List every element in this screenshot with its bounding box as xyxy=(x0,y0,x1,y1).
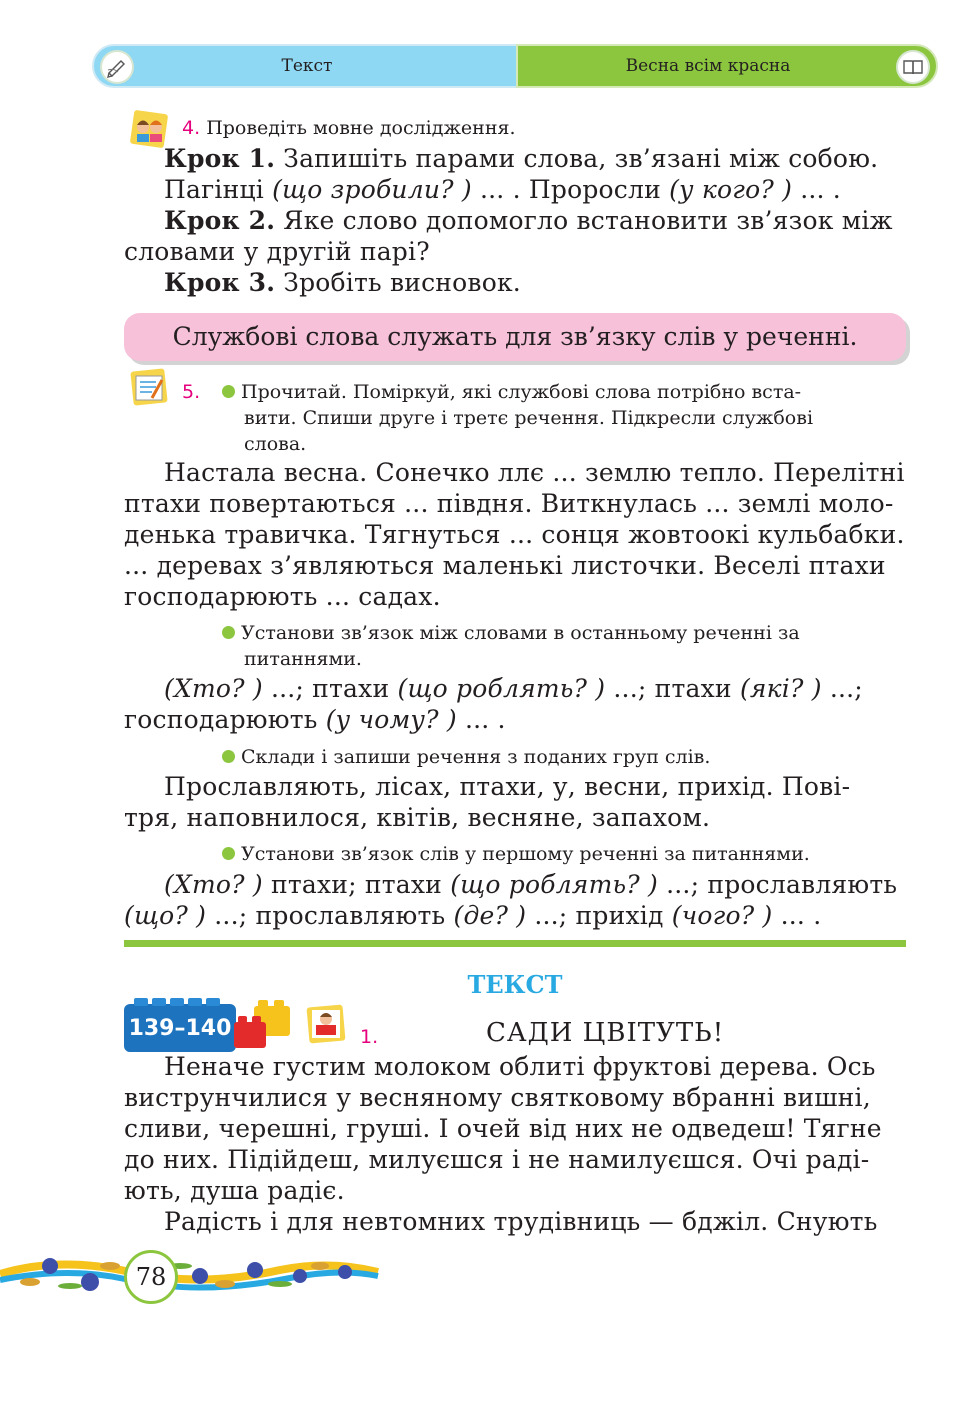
q1-b: ...; птахи xyxy=(262,674,398,703)
task5-instr2-l2: питаннями. xyxy=(244,648,362,670)
book-icon xyxy=(896,50,930,84)
reading-icon xyxy=(302,1004,352,1048)
story-p2-l1: Радість і для невтомних трудівниць — бджіл. Снують xyxy=(164,1207,878,1236)
q1-f: ...; xyxy=(821,674,863,703)
bullet-icon xyxy=(222,847,235,860)
task5-r1 xyxy=(164,869,897,900)
task5-text-l1: Настала весна. Сонечко ллє ... землю тепло. Перелітні xyxy=(164,458,905,487)
header-left-title: Текст xyxy=(281,56,333,76)
story-p1-l1: Неначе густим молоком облиті фруктові дерева. Ось xyxy=(164,1052,876,1081)
task5-r2 xyxy=(124,900,821,931)
r1-c: (що роблять? ) xyxy=(450,870,658,899)
bullet-icon xyxy=(222,385,235,398)
step3-text: Зробіть висновок. xyxy=(275,268,521,297)
bullet-icon xyxy=(222,626,235,639)
task4-intro: Проведіть мовне дослідження. xyxy=(206,117,516,139)
task5-instr4 xyxy=(222,841,810,867)
story-p1-l4: до них. Підійдеш, милуєшся і не намилуєшся. Очі раді- xyxy=(124,1145,870,1174)
step1-label: Крок 1. xyxy=(164,144,276,173)
task5-q2 xyxy=(124,704,506,735)
r1-a: (Хто? ) xyxy=(164,870,263,899)
story-title: САДИ ЦВІТУТЬ! xyxy=(486,1018,725,1048)
toy-bricks-icon xyxy=(232,1000,300,1052)
instr2-text: Установи зв’язок між словами в останньому реченні за xyxy=(241,622,800,644)
writing-icon xyxy=(126,368,170,408)
rule-box xyxy=(124,313,906,361)
task5-instr1-l2: вити. Спиши друге і третє речення. Підкресли службові xyxy=(244,407,814,429)
lesson-badge xyxy=(124,1004,236,1052)
header-right-tab xyxy=(516,44,938,88)
q1-d: ...; птахи xyxy=(605,674,740,703)
header-right-title: Весна всім красна xyxy=(625,56,791,76)
step1-text: Запишіть парами слова, зв’язані між собою. xyxy=(275,144,879,173)
l2-text-c: ... . xyxy=(792,175,841,204)
story-p1-l3: сливи, черешні, груші. І очей від них не одведеш! Тягне xyxy=(124,1114,882,1143)
page-header xyxy=(92,44,938,88)
q2-c: ... . xyxy=(456,705,506,734)
l2-text-a: Пагінці xyxy=(164,175,273,204)
r2-d: ...; прихід xyxy=(526,901,672,930)
section-title: ТЕКСТ xyxy=(467,970,563,999)
task4-step1 xyxy=(164,143,878,174)
task4-heading xyxy=(182,115,516,141)
task5-instr1-l3: слова. xyxy=(244,433,307,455)
task5-number: 5. xyxy=(182,381,201,403)
r2-b: ...; прославляють xyxy=(206,901,454,930)
story-p1-l2: виструнчилися у весняному святковому вбранні вишні, xyxy=(124,1083,871,1112)
step2-label: Крок 2. xyxy=(164,206,276,235)
task5-text-l5: господарюють ... садах. xyxy=(124,582,441,611)
task5-instr2-l1 xyxy=(222,620,800,646)
lesson-numbers: 139–140 xyxy=(128,1016,232,1041)
task5-g-l2: тря, наповнилося, квітів, весняне, запахом. xyxy=(124,803,711,832)
task5-instr3 xyxy=(222,744,710,770)
task5-number-wrap xyxy=(182,379,200,405)
l2-question-a: (що зробили? ) xyxy=(272,175,472,204)
q2-a: господарюють xyxy=(124,705,326,734)
task5-q1 xyxy=(164,673,863,704)
task5-text-l2: птахи повертаються ... півдня. Виткнулась ... землі моло- xyxy=(124,489,894,518)
header-left-tab xyxy=(92,44,518,88)
r2-c: (де? ) xyxy=(453,901,527,930)
bullet-icon xyxy=(222,750,235,763)
task5-instr1-l1 xyxy=(222,379,801,405)
step3-label: Крок 3. xyxy=(164,268,276,297)
task4-number: 4. xyxy=(182,117,201,139)
l2-question-b: (у кого? ) xyxy=(669,175,793,204)
task5-text-l3: денька травичка. Тягнуться ... сонця жовтоокі кульбабки. xyxy=(124,520,905,549)
instr3-text: Склади і запиши речення з поданих груп слів. xyxy=(241,746,711,768)
task5-text-l4: ... деревах з’являються маленькі листочки. Веселі птахи xyxy=(124,551,886,580)
r2-a: (що? ) xyxy=(124,901,207,930)
brick-studs-icon xyxy=(132,996,232,1006)
flower-wreath-icon xyxy=(0,1236,380,1316)
l2-text-b: ... . Проросли xyxy=(471,175,670,204)
task5-g-l1: Прославляють, лісах, птахи, у, весни, прихід. Пові- xyxy=(164,772,851,801)
q1-e: (які? ) xyxy=(739,674,822,703)
story-p1-l5: ють, душа радіє. xyxy=(124,1176,345,1205)
section-task-number-wrap xyxy=(360,1024,378,1050)
page-number: 78 xyxy=(124,1250,178,1304)
step2-text: Яке слово допомогло встановити зв’язок між xyxy=(275,206,893,235)
section-task-number: 1. xyxy=(360,1026,379,1048)
q1-c: (що роблять? ) xyxy=(397,674,606,703)
section-divider xyxy=(124,940,906,947)
r2-f: ... . xyxy=(772,901,822,930)
q2-b: (у чому? ) xyxy=(325,705,457,734)
task4-line2 xyxy=(164,174,841,205)
instr1-text: Прочитай. Поміркуй, які службові слова потрібно вста- xyxy=(241,381,802,403)
r2-e: (чого? ) xyxy=(671,901,773,930)
task4-step2 xyxy=(164,205,893,236)
r1-b: птахи; птахи xyxy=(262,870,451,899)
task4-step3 xyxy=(164,267,521,298)
r1-d: ...; прославляють xyxy=(657,870,898,899)
q1-a: (Хто? ) xyxy=(164,674,263,703)
task4-step2-cont: словами у другій парі? xyxy=(124,237,430,266)
instr4-text: Установи зв’язок слів у першому реченні за питаннями. xyxy=(241,843,810,865)
rule-text: Службові слова служать для зв’язку слів у реченні. xyxy=(172,322,858,351)
